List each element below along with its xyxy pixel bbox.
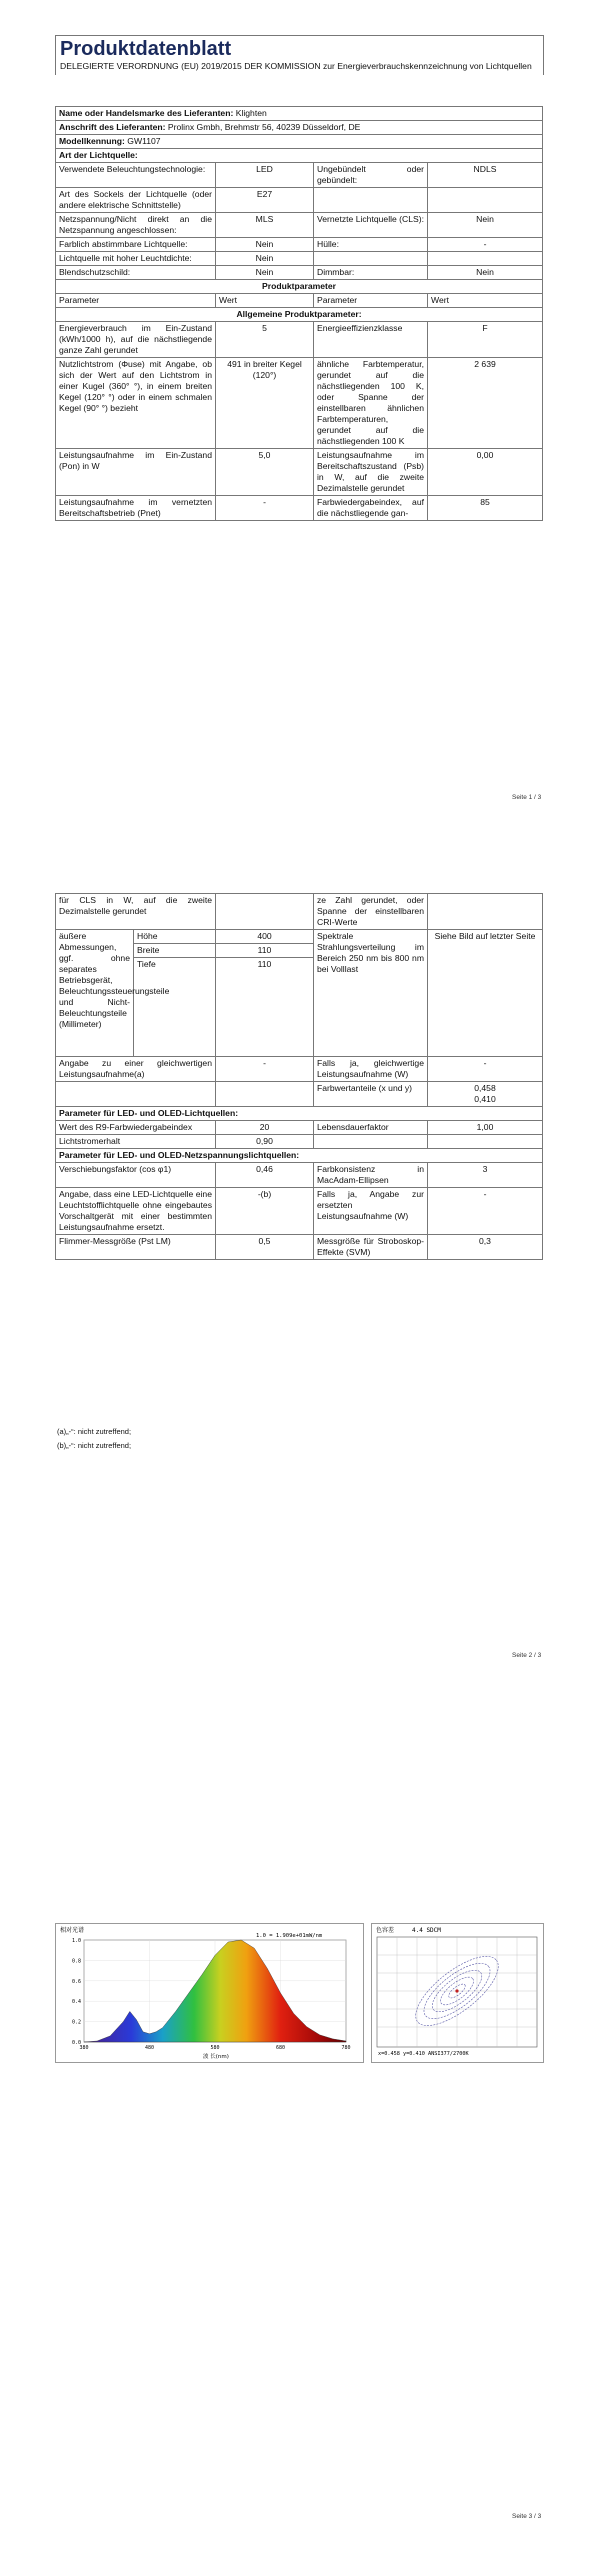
cie-info: 4.4 SDCM (412, 1927, 441, 1934)
address-label: Anschrift des Lieferanten: (59, 122, 166, 132)
cie-chart (371, 1923, 544, 2063)
life-label: Lebensdauerfaktor (314, 1121, 428, 1135)
cell-value: - (428, 238, 543, 252)
pf-value: 0,46 (216, 1163, 314, 1188)
type-label: Art der Lichtquelle: (56, 149, 543, 163)
cell-value: - (216, 496, 314, 521)
cie-svg (372, 1924, 543, 2062)
cell-value: E27 (216, 188, 314, 213)
spectrum-svg (56, 1924, 363, 2062)
cie-coords: x=0.458 y=0.410 ANSI377/2700K (378, 2051, 469, 2057)
dim-value: 400 (216, 930, 314, 944)
spectrum-area (84, 1940, 346, 2042)
cell-param: Art des Sockels der Lichtquelle (oder andere elektrische Schnittstelle) (56, 188, 216, 213)
x-tick-label: 580 (210, 2045, 220, 2051)
equiv-w2: - (428, 1057, 543, 1082)
cell-param: ze Zahl gerundet, oder Spanne der einstellbaren CRI-Werte (314, 894, 428, 930)
table-page2 (55, 893, 543, 1260)
x-tick-label: 480 (144, 2045, 155, 2051)
flicker-value: 0,5 (216, 1235, 314, 1260)
y-tick-label: 0.4 (71, 1999, 81, 2006)
replace-p2: Falls ja, Angabe zur ersetzten Leistungsaufnahme (W) (314, 1188, 428, 1235)
cell-value (428, 188, 543, 213)
section-heading: Allgemeine Produktparameter: (56, 308, 543, 322)
cell-param: Hülle: (314, 238, 428, 252)
cell-param (314, 188, 428, 213)
cell-value: NDLS (428, 163, 543, 188)
spectrum-info: 1.0 = 1.909e+01mW/nm (256, 1933, 323, 1939)
y-tick-label: 0.8 (71, 1958, 81, 1965)
cell-value: Nein (428, 213, 543, 238)
cell-value: Nein (216, 238, 314, 252)
dim-key: Breite (134, 944, 216, 958)
spectrum-xlabel: 波 长(nm) (203, 2054, 229, 2060)
x-tick-label: 380 (79, 2045, 89, 2051)
supplier-value: Klighten (235, 108, 267, 118)
cell-param: Dimmbar: (314, 266, 428, 280)
x-tick-label: 680 (275, 2045, 286, 2051)
y-tick-label: 0.0 (71, 2040, 81, 2046)
cell-value: 5 (216, 322, 314, 358)
cell-value: Nein (216, 266, 314, 280)
cell-value: LED (216, 163, 314, 188)
r9-value: 20 (216, 1121, 314, 1135)
section-heading: Parameter für LED- und OLED-Netzspannungslichtquellen: (56, 1149, 543, 1163)
cell-param: Leistungsaufnahme im Ein-Zustand (Pon) in W (56, 449, 216, 496)
chroma-value: 0,458 0,410 (428, 1082, 543, 1107)
cell-value: F (428, 322, 543, 358)
cell-param: Ungebündelt oder gebündelt: (314, 163, 428, 188)
dim-value: 110 (216, 958, 314, 1057)
replace-label: Angabe, dass eine LED-Lichtquelle eine Leuchtstofflichtquelle ohne eingebautes Vorschaltgerät mit einer bestimmten Leistungsaufnahme ersetzt. (56, 1188, 216, 1235)
section-heading: Parameter für LED- und OLED-Lichtquellen: (56, 1107, 543, 1121)
cell-value: Nein (216, 252, 314, 266)
colcons-label: Farbkonsistenz in MacAdam-Ellipsen (314, 1163, 428, 1188)
y-tick-label: 0.2 (71, 2019, 81, 2026)
dim-key: Höhe (134, 930, 216, 944)
cell-param: Farbwiedergabeindex, auf die nächstliegende gan- (314, 496, 428, 521)
cell-value: 0,00 (428, 449, 543, 496)
cell-value: 85 (428, 496, 543, 521)
dim-key: Tiefe (134, 958, 216, 1057)
x-tick-label: 780 (341, 2045, 351, 2051)
col-header: Parameter (56, 294, 216, 308)
cell-param: Netzspannung/Nicht direkt an die Netzspannung angeschlossen: (56, 213, 216, 238)
cell-param: Nutzlichtstrom (Φuse) mit Angabe, ob sich der Wert auf den Lichtstrom in einer Kugel (360° °), in einem breiten Kegel (120° °) oder in einem schmalen Kegel (90° °) bezieht (56, 358, 216, 449)
doc-subtitle: DELEGIERTE VERORDNUNG (EU) 2019/2015 DER KOMMISSION zur Energieverbrauchskennzeichnung von Lichtquellen (60, 61, 532, 71)
cell-value: Nein (428, 266, 543, 280)
section-heading: Produktparameter (56, 280, 543, 294)
cell-value: 491 in breiter Kegel (120°) (216, 358, 314, 449)
address-value: Prolinx Gmbh, Brehmstr 56, 40239 Düsseldorf, DE (167, 122, 361, 132)
table-page1 (55, 106, 543, 521)
strobo-value: 0,3 (428, 1235, 543, 1260)
col-header: Wert (216, 294, 314, 308)
maint-label: Lichtstromerhalt (56, 1135, 216, 1149)
cell-param (314, 252, 428, 266)
life-value: 1,00 (428, 1121, 543, 1135)
spectrum-title: 相对光谱 (60, 1927, 85, 1934)
pf-label: Verschiebungsfaktor (cos φ1) (56, 1163, 216, 1188)
maint-value: 0,90 (216, 1135, 314, 1149)
col-header: Wert (428, 294, 543, 308)
spectrum-chart (55, 1923, 364, 2063)
cell-value (428, 252, 543, 266)
equiv-p2: Falls ja, gleichwertige Leistungsaufnahme (W) (314, 1057, 428, 1082)
strobo-label: Messgröße für Stroboskop-Effekte (SVM) (314, 1235, 428, 1260)
cell-param: Farblich abstimmbare Lichtquelle: (56, 238, 216, 252)
header-box (55, 35, 544, 75)
doc-title: Produktdatenblatt (60, 38, 232, 60)
cell-value: 2 639 (428, 358, 543, 449)
y-tick-label: 0.6 (71, 1978, 81, 1985)
col-header: Parameter (314, 294, 428, 308)
replace-w2: - (428, 1188, 543, 1235)
cie-point (455, 1989, 458, 1992)
model-value: GW1107 (127, 136, 161, 146)
cell-param: ähnliche Farbtemperatur, gerundet auf die nächstliegenden 100 K, oder Spanne der einstellbaren ähnlichen Farbtemperaturen, gerundet auf die nächstliegenden 100 K (314, 358, 428, 449)
cie-title: 色容差 (376, 1927, 395, 1934)
spectral-value: Siehe Bild auf letzter Seite (428, 930, 543, 1057)
equiv-label: Angabe zu einer gleichwertigen Leistungsaufnahme(a) (56, 1057, 216, 1082)
cell-param: Lichtquelle mit hoher Leuchtdichte: (56, 252, 216, 266)
page-number: Seite 3 / 3 (512, 2513, 542, 2520)
cell-param: für CLS in W, auf die zweite Dezimalstelle gerundet (56, 894, 216, 930)
flicker-label: Flimmer-Messgröße (Pst LM) (56, 1235, 216, 1260)
cell-param: Energieverbrauch im Ein-Zustand (kWh/1000 h), auf die nächstliegende ganze Zahl gerundet (56, 322, 216, 358)
r9-label: Wert des R9-Farbwiedergabeindex (56, 1121, 216, 1135)
cell-param: Leistungsaufnahme im Bereitschaftszustand (Psb) in W, auf die zweite Dezimalstelle gerundet (314, 449, 428, 496)
footnote-a: (a)„-“: nicht zutreffend; (57, 1427, 132, 1436)
cell-value: 5,0 (216, 449, 314, 496)
cell-param: Blendschutzschild: (56, 266, 216, 280)
y-tick-label: 1.0 (71, 1938, 81, 1944)
dim-value: 110 (216, 944, 314, 958)
spectral-label: Spektrale Strahlungsverteilung im Bereich 250 nm bis 800 nm bei Volllast (314, 930, 428, 1057)
colcons-value: 3 (428, 1163, 543, 1188)
equiv-value: - (216, 1057, 314, 1082)
page-number: Seite 2 / 3 (512, 1652, 542, 1659)
chroma-label: Farbwertanteile (x und y) (314, 1082, 428, 1107)
cell-param: Verwendete Beleuchtungstechnologie: (56, 163, 216, 188)
cell-value: MLS (216, 213, 314, 238)
cell-param: Vernetzte Lichtquelle (CLS): (314, 213, 428, 238)
dims-label: äußere Abmessungen, ggf. ohne separates Betriebsgerät, Beleuchtungssteuerungsteile und Nicht-Beleuchtungsteile (Millimeter) (56, 930, 134, 1057)
page-number: Seite 1 / 3 (512, 794, 542, 801)
model-label: Modellkennung: (59, 136, 125, 146)
supplier-label: Name oder Handelsmarke des Lieferanten: (59, 108, 234, 118)
replace-value: -(b) (216, 1188, 314, 1235)
cell-param: Energieeffizienzklasse (314, 322, 428, 358)
cell-param: Leistungsaufnahme im vernetzten Bereitschaftsbetrieb (Pnet) (56, 496, 216, 521)
footnote-b: (b)„-“: nicht zutreffend; (57, 1441, 132, 1450)
